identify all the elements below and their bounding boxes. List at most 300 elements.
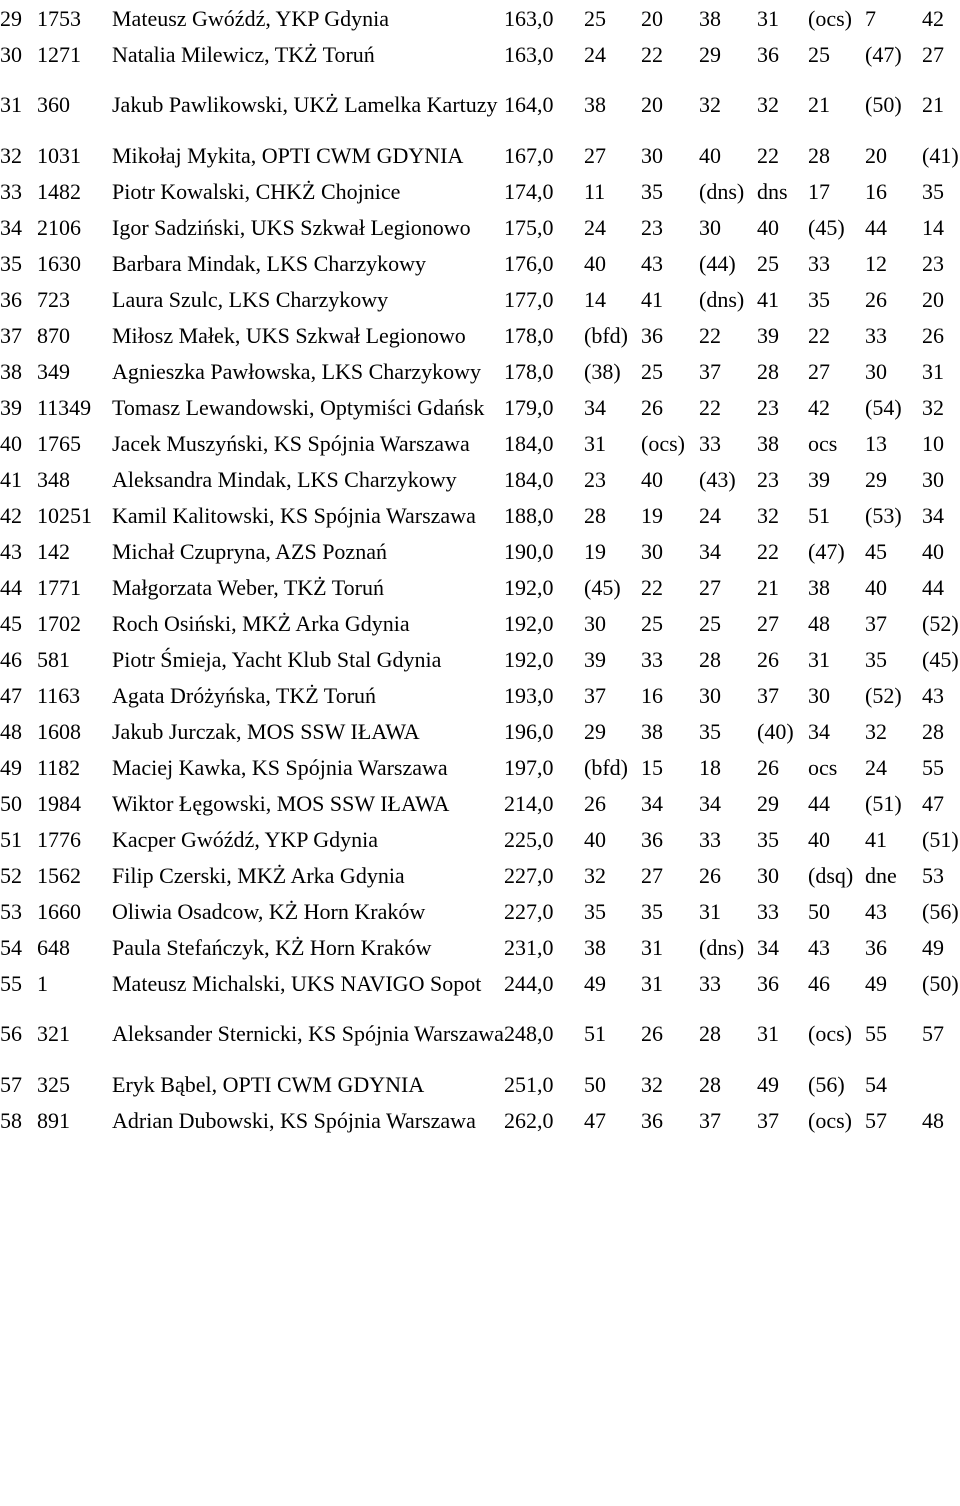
race-2-cell: 40 xyxy=(641,466,663,492)
race-4-cell: 21 xyxy=(757,574,779,600)
race-1-cell: 37 xyxy=(584,682,606,708)
place-cell: 33 xyxy=(0,178,22,204)
competitor-cell: Jakub Jurczak, MOS SSW IŁAWA xyxy=(112,718,420,744)
race-1-cell: 28 xyxy=(584,502,606,528)
total-points-cell: 231,0 xyxy=(504,934,554,960)
sail-number-cell: 1984 xyxy=(37,790,81,816)
place-cell: 49 xyxy=(0,754,22,780)
race-3-cell: 26 xyxy=(699,862,721,888)
race-7-cell: 53 xyxy=(922,862,944,888)
sail-number-cell: 1776 xyxy=(37,826,81,852)
race-6-cell: 36 xyxy=(865,934,887,960)
race-1-cell: 29 xyxy=(584,718,606,744)
race-7-cell: (50) xyxy=(922,970,959,996)
race-3-cell: 24 xyxy=(699,502,721,528)
place-cell: 56 xyxy=(0,1021,22,1046)
race-2-cell: 41 xyxy=(641,286,663,312)
total-points-cell: 248,0 xyxy=(504,1021,554,1046)
race-1-cell: 11 xyxy=(584,178,606,204)
race-4-cell: 22 xyxy=(757,142,779,168)
race-2-cell: 22 xyxy=(641,574,663,600)
total-points-cell: 164,0 xyxy=(504,92,554,117)
total-points-cell: 184,0 xyxy=(504,466,554,492)
race-2-cell: 22 xyxy=(641,41,663,67)
sail-number-cell: 142 xyxy=(37,538,70,564)
race-2-cell: 20 xyxy=(641,92,663,117)
race-5-cell: (ocs) xyxy=(808,5,852,31)
race-3-cell: 18 xyxy=(699,754,721,780)
race-2-cell: 26 xyxy=(641,1021,663,1046)
table-row xyxy=(0,497,960,533)
race-4-cell: 36 xyxy=(757,41,779,67)
race-7-cell: 43 xyxy=(922,682,944,708)
race-4-cell: 23 xyxy=(757,394,779,420)
table-row xyxy=(0,713,960,749)
race-6-cell: 35 xyxy=(865,646,887,672)
competitor-cell: Eryk Bąbel, OPTI CWM GDYNIA xyxy=(112,1071,425,1097)
table-row xyxy=(0,605,960,641)
place-cell: 55 xyxy=(0,970,22,996)
place-cell: 52 xyxy=(0,862,22,888)
table-row xyxy=(0,1102,960,1138)
race-5-cell: (56) xyxy=(808,1071,845,1097)
race-4-cell: 25 xyxy=(757,250,779,276)
race-7-cell: 55 xyxy=(922,754,944,780)
race-1-cell: 40 xyxy=(584,826,606,852)
total-points-cell: 190,0 xyxy=(504,538,554,564)
race-7-cell: 14 xyxy=(922,214,944,240)
race-7-cell: 35 xyxy=(922,178,944,204)
total-points-cell: 214,0 xyxy=(504,790,554,816)
race-3-cell: (dns) xyxy=(699,286,745,312)
competitor-cell: Wiktor Łęgowski, MOS SSW IŁAWA xyxy=(112,790,450,816)
race-5-cell: 35 xyxy=(808,286,830,312)
race-7-cell: (51) xyxy=(922,826,959,852)
table-row xyxy=(0,569,960,605)
race-2-cell: 15 xyxy=(641,754,663,780)
race-2-cell: 35 xyxy=(641,178,663,204)
sail-number-cell: 1482 xyxy=(37,178,81,204)
race-1-cell: 34 xyxy=(584,394,606,420)
competitor-cell: Kamil Kalitowski, KS Spójnia Warszawa xyxy=(112,502,476,528)
race-7-cell: 40 xyxy=(922,538,944,564)
competitor-cell: Agnieszka Pawłowska, LKS Charzykowy xyxy=(112,358,482,384)
total-points-cell: 251,0 xyxy=(504,1071,554,1097)
race-1-cell: 32 xyxy=(584,862,606,888)
race-3-cell: 28 xyxy=(699,646,721,672)
race-1-cell: (bfd) xyxy=(584,754,628,780)
race-7-cell: 57 xyxy=(922,1021,944,1046)
race-5-cell: 48 xyxy=(808,610,830,636)
competitor-cell: Agata Dróżyńska, TKŻ Toruń xyxy=(112,682,377,708)
sail-number-cell: 1031 xyxy=(37,142,81,168)
race-6-cell: 24 xyxy=(865,754,887,780)
race-5-cell: (ocs) xyxy=(808,1107,852,1133)
sail-number-cell: 1765 xyxy=(37,430,81,456)
race-1-cell: 31 xyxy=(584,430,606,456)
place-cell: 34 xyxy=(0,214,22,240)
race-2-cell: 16 xyxy=(641,682,663,708)
table-row xyxy=(0,677,960,713)
table-row xyxy=(0,36,960,72)
race-6-cell: 40 xyxy=(865,574,887,600)
race-6-cell: 20 xyxy=(865,142,887,168)
race-6-cell: 57 xyxy=(865,1107,887,1133)
place-cell: 46 xyxy=(0,646,22,672)
race-3-cell: 33 xyxy=(699,430,721,456)
race-5-cell: ocs xyxy=(808,430,838,456)
race-6-cell: 32 xyxy=(865,718,887,744)
competitor-cell: Adrian Dubowski, KS Spójnia Warszawa xyxy=(112,1107,476,1133)
race-5-cell: 39 xyxy=(808,466,830,492)
race-7-cell: (45) xyxy=(922,646,959,672)
competitor-cell: Aleksandra Mindak, LKS Charzykowy xyxy=(112,466,457,492)
race-2-cell: 30 xyxy=(641,142,663,168)
race-5-cell: ocs xyxy=(808,754,838,780)
race-3-cell: 25 xyxy=(699,610,721,636)
race-7-cell: 10 xyxy=(922,430,944,456)
place-cell: 35 xyxy=(0,250,22,276)
race-4-cell: 26 xyxy=(757,646,779,672)
table-row xyxy=(0,1066,960,1102)
race-6-cell: (52) xyxy=(865,682,902,708)
race-4-cell: (40) xyxy=(757,718,794,744)
total-points-cell: 167,0 xyxy=(504,142,554,168)
race-2-cell: 30 xyxy=(641,538,663,564)
race-1-cell: 14 xyxy=(584,286,606,312)
sail-number-cell: 648 xyxy=(37,934,70,960)
race-4-cell: 32 xyxy=(757,92,779,117)
place-cell: 53 xyxy=(0,898,22,924)
place-cell: 39 xyxy=(0,394,22,420)
race-3-cell: 29 xyxy=(699,41,721,67)
race-6-cell: dne xyxy=(865,862,897,888)
place-cell: 48 xyxy=(0,718,22,744)
race-2-cell: 34 xyxy=(641,790,663,816)
race-5-cell: 34 xyxy=(808,718,830,744)
race-3-cell: 33 xyxy=(699,826,721,852)
race-2-cell: 31 xyxy=(641,970,663,996)
place-cell: 51 xyxy=(0,826,22,852)
race-4-cell: 40 xyxy=(757,214,779,240)
race-6-cell: (51) xyxy=(865,790,902,816)
race-6-cell: 29 xyxy=(865,466,887,492)
total-points-cell: 179,0 xyxy=(504,394,554,420)
race-7-cell: (56) xyxy=(922,898,959,924)
total-points-cell: 175,0 xyxy=(504,214,554,240)
race-1-cell: 51 xyxy=(584,1021,606,1046)
race-1-cell: 25 xyxy=(584,5,606,31)
total-points-cell: 192,0 xyxy=(504,610,554,636)
race-5-cell: 22 xyxy=(808,322,830,348)
total-points-cell: 244,0 xyxy=(504,970,554,996)
race-1-cell: 50 xyxy=(584,1071,606,1097)
race-6-cell: 44 xyxy=(865,214,887,240)
race-2-cell: (ocs) xyxy=(641,430,685,456)
table-row xyxy=(0,857,960,893)
sail-number-cell: 321 xyxy=(37,1021,70,1046)
race-5-cell: 44 xyxy=(808,790,830,816)
race-6-cell: 45 xyxy=(865,538,887,564)
race-3-cell: 30 xyxy=(699,682,721,708)
place-cell: 58 xyxy=(0,1107,22,1133)
sail-number-cell: 1660 xyxy=(37,898,81,924)
race-3-cell: 34 xyxy=(699,790,721,816)
race-2-cell: 36 xyxy=(641,322,663,348)
place-cell: 42 xyxy=(0,502,22,528)
race-3-cell: 33 xyxy=(699,970,721,996)
race-3-cell: (44) xyxy=(699,250,736,276)
race-7-cell: 42 xyxy=(922,5,944,31)
total-points-cell: 193,0 xyxy=(504,682,554,708)
total-points-cell: 192,0 xyxy=(504,574,554,600)
place-cell: 45 xyxy=(0,610,22,636)
sail-number-cell: 348 xyxy=(37,466,70,492)
race-4-cell: 41 xyxy=(757,286,779,312)
race-4-cell: 31 xyxy=(757,5,779,31)
competitor-cell: Barbara Mindak, LKS Charzykowy xyxy=(112,250,427,276)
race-1-cell: (45) xyxy=(584,574,621,600)
sail-number-cell: 1702 xyxy=(37,610,81,636)
race-7-cell: 26 xyxy=(922,322,944,348)
competitor-cell: Jacek Muszyński, KS Spójnia Warszawa xyxy=(112,430,470,456)
table-row xyxy=(0,173,960,209)
race-2-cell: 32 xyxy=(641,1071,663,1097)
table-row xyxy=(0,353,960,389)
race-6-cell: (50) xyxy=(865,92,902,117)
race-7-cell: 23 xyxy=(922,250,944,276)
race-5-cell: 42 xyxy=(808,394,830,420)
race-3-cell: 37 xyxy=(699,1107,721,1133)
total-points-cell: 177,0 xyxy=(504,286,554,312)
race-2-cell: 35 xyxy=(641,898,663,924)
total-points-cell: 178,0 xyxy=(504,358,554,384)
race-1-cell: 39 xyxy=(584,646,606,672)
competitor-cell: Mateusz Gwóźdź, YKP Gdynia xyxy=(112,5,389,31)
competitor-cell: Laura Szulc, LKS Charzykowy xyxy=(112,286,389,312)
race-7-cell: (52) xyxy=(922,610,959,636)
race-1-cell: 30 xyxy=(584,610,606,636)
table-row xyxy=(0,0,960,36)
race-2-cell: 38 xyxy=(641,718,663,744)
race-3-cell: (43) xyxy=(699,466,736,492)
table-row xyxy=(0,965,960,1001)
race-6-cell: 12 xyxy=(865,250,887,276)
race-2-cell: 20 xyxy=(641,5,663,31)
race-5-cell: 28 xyxy=(808,142,830,168)
race-7-cell: 34 xyxy=(922,502,944,528)
race-3-cell: 32 xyxy=(699,92,721,117)
competitor-cell: Tomasz Lewandowski, Optymiści Gdańsk xyxy=(112,394,485,420)
place-cell: 40 xyxy=(0,430,22,456)
competitor-cell: Jakub Pawlikowski, UKŻ Lamelka Kartuzy xyxy=(112,92,498,117)
sail-number-cell: 1630 xyxy=(37,250,81,276)
race-6-cell: 33 xyxy=(865,322,887,348)
race-4-cell: 39 xyxy=(757,322,779,348)
place-cell: 30 xyxy=(0,41,22,67)
sail-number-cell: 11349 xyxy=(37,394,92,420)
race-2-cell: 19 xyxy=(641,502,663,528)
race-5-cell: (47) xyxy=(808,538,845,564)
race-7-cell xyxy=(922,1066,960,1102)
table-row xyxy=(0,209,960,245)
table-row xyxy=(0,425,960,461)
table-row xyxy=(0,1001,960,1066)
competitor-cell: Mateusz Michalski, UKS NAVIGO Sopot xyxy=(112,970,482,996)
race-2-cell: 36 xyxy=(641,826,663,852)
race-5-cell: (dsq) xyxy=(808,862,854,888)
race-1-cell: (bfd) xyxy=(584,322,628,348)
place-cell: 31 xyxy=(0,92,22,117)
total-points-cell: 192,0 xyxy=(504,646,554,672)
race-6-cell: (53) xyxy=(865,502,902,528)
race-1-cell: 19 xyxy=(584,538,606,564)
race-6-cell: 26 xyxy=(865,286,887,312)
race-4-cell: 22 xyxy=(757,538,779,564)
race-3-cell: (dns) xyxy=(699,934,745,960)
total-points-cell: 176,0 xyxy=(504,250,554,276)
race-1-cell: (38) xyxy=(584,358,621,384)
race-4-cell: 35 xyxy=(757,826,779,852)
race-5-cell: 50 xyxy=(808,898,830,924)
sail-number-cell: 891 xyxy=(37,1107,70,1133)
race-3-cell: 34 xyxy=(699,538,721,564)
race-4-cell: 37 xyxy=(757,1107,779,1133)
race-2-cell: 36 xyxy=(641,1107,663,1133)
table-row xyxy=(0,893,960,929)
total-points-cell: 163,0 xyxy=(504,41,554,67)
race-1-cell: 26 xyxy=(584,790,606,816)
sail-number-cell: 1608 xyxy=(37,718,81,744)
race-7-cell: 31 xyxy=(922,358,944,384)
race-5-cell: 51 xyxy=(808,502,830,528)
race-4-cell: 27 xyxy=(757,610,779,636)
competitor-cell: Małgorzata Weber, TKŻ Toruń xyxy=(112,574,384,600)
race-6-cell: 49 xyxy=(865,970,887,996)
race-3-cell: 22 xyxy=(699,394,721,420)
race-6-cell: 16 xyxy=(865,178,887,204)
competitor-cell: Igor Sadziński, UKS Szkwał Legionowo xyxy=(112,214,471,240)
race-1-cell: 23 xyxy=(584,466,606,492)
sail-number-cell: 1271 xyxy=(37,41,81,67)
race-1-cell: 38 xyxy=(584,934,606,960)
race-3-cell: 40 xyxy=(699,142,721,168)
place-cell: 44 xyxy=(0,574,22,600)
total-points-cell: 163,0 xyxy=(504,5,554,31)
race-4-cell: 33 xyxy=(757,898,779,924)
table-row xyxy=(0,533,960,569)
race-6-cell: (47) xyxy=(865,41,902,67)
total-points-cell: 197,0 xyxy=(504,754,554,780)
place-cell: 36 xyxy=(0,286,22,312)
race-5-cell: 33 xyxy=(808,250,830,276)
race-3-cell: 31 xyxy=(699,898,721,924)
sail-number-cell: 870 xyxy=(37,322,70,348)
competitor-cell: Miłosz Małek, UKS Szkwał Legionowo xyxy=(112,322,466,348)
sail-number-cell: 325 xyxy=(37,1071,70,1097)
sail-number-cell: 1771 xyxy=(37,574,81,600)
race-7-cell: 21 xyxy=(922,92,944,117)
place-cell: 47 xyxy=(0,682,22,708)
race-7-cell: 20 xyxy=(922,286,944,312)
sail-number-cell: 360 xyxy=(37,92,70,117)
competitor-cell: Piotr Kowalski, CHKŻ Chojnice xyxy=(112,178,401,204)
race-4-cell: 32 xyxy=(757,502,779,528)
competitor-cell: Kacper Gwóźdź, YKP Gdynia xyxy=(112,826,378,852)
race-4-cell: 34 xyxy=(757,934,779,960)
race-2-cell: 43 xyxy=(641,250,663,276)
table-row xyxy=(0,137,960,173)
competitor-cell: Filip Czerski, MKŻ Arka Gdynia xyxy=(112,862,405,888)
race-6-cell: 54 xyxy=(865,1071,887,1097)
race-1-cell: 24 xyxy=(584,214,606,240)
place-cell: 50 xyxy=(0,790,22,816)
race-6-cell: (54) xyxy=(865,394,902,420)
total-points-cell: 184,0 xyxy=(504,430,554,456)
race-4-cell: 31 xyxy=(757,1021,779,1046)
race-7-cell: 27 xyxy=(922,41,944,67)
total-points-cell: 178,0 xyxy=(504,322,554,348)
race-5-cell: 27 xyxy=(808,358,830,384)
sail-number-cell: 1163 xyxy=(37,682,81,708)
race-7-cell: 28 xyxy=(922,718,944,744)
competitor-cell: Oliwia Osadcow, KŻ Horn Kraków xyxy=(112,898,426,924)
total-points-cell: 174,0 xyxy=(504,178,554,204)
place-cell: 43 xyxy=(0,538,22,564)
race-7-cell: 44 xyxy=(922,574,944,600)
race-1-cell: 27 xyxy=(584,142,606,168)
competitor-cell: Paula Stefańczyk, KŻ Horn Kraków xyxy=(112,934,432,960)
race-5-cell: 38 xyxy=(808,574,830,600)
competitor-cell: Aleksander Sternicki, KS Spójnia Warszawa xyxy=(112,1021,504,1046)
table-row xyxy=(0,389,960,425)
race-4-cell: 28 xyxy=(757,358,779,384)
race-7-cell: 49 xyxy=(922,934,944,960)
race-5-cell: 21 xyxy=(808,92,830,117)
table-row xyxy=(0,461,960,497)
table-row xyxy=(0,821,960,857)
place-cell: 41 xyxy=(0,466,22,492)
race-5-cell: 43 xyxy=(808,934,830,960)
total-points-cell: 225,0 xyxy=(504,826,554,852)
table-row xyxy=(0,929,960,965)
race-2-cell: 33 xyxy=(641,646,663,672)
race-6-cell: 30 xyxy=(865,358,887,384)
sail-number-cell: 1182 xyxy=(37,754,81,780)
race-4-cell: 38 xyxy=(757,430,779,456)
race-2-cell: 26 xyxy=(641,394,663,420)
race-3-cell: (dns) xyxy=(699,178,745,204)
place-cell: 37 xyxy=(0,322,22,348)
table-row xyxy=(0,641,960,677)
sail-number-cell: 1562 xyxy=(37,862,81,888)
race-6-cell: 7 xyxy=(865,5,876,31)
race-3-cell: 30 xyxy=(699,214,721,240)
place-cell: 32 xyxy=(0,142,22,168)
race-5-cell: 30 xyxy=(808,682,830,708)
place-cell: 38 xyxy=(0,358,22,384)
sail-number-cell: 723 xyxy=(37,286,70,312)
sail-number-cell: 1 xyxy=(37,970,48,996)
race-3-cell: 38 xyxy=(699,5,721,31)
race-4-cell: 23 xyxy=(757,466,779,492)
race-7-cell: 47 xyxy=(922,790,944,816)
race-6-cell: 13 xyxy=(865,430,887,456)
race-7-cell: 30 xyxy=(922,466,944,492)
total-points-cell: 227,0 xyxy=(504,898,554,924)
table-row xyxy=(0,317,960,353)
sail-number-cell: 2106 xyxy=(37,214,81,240)
